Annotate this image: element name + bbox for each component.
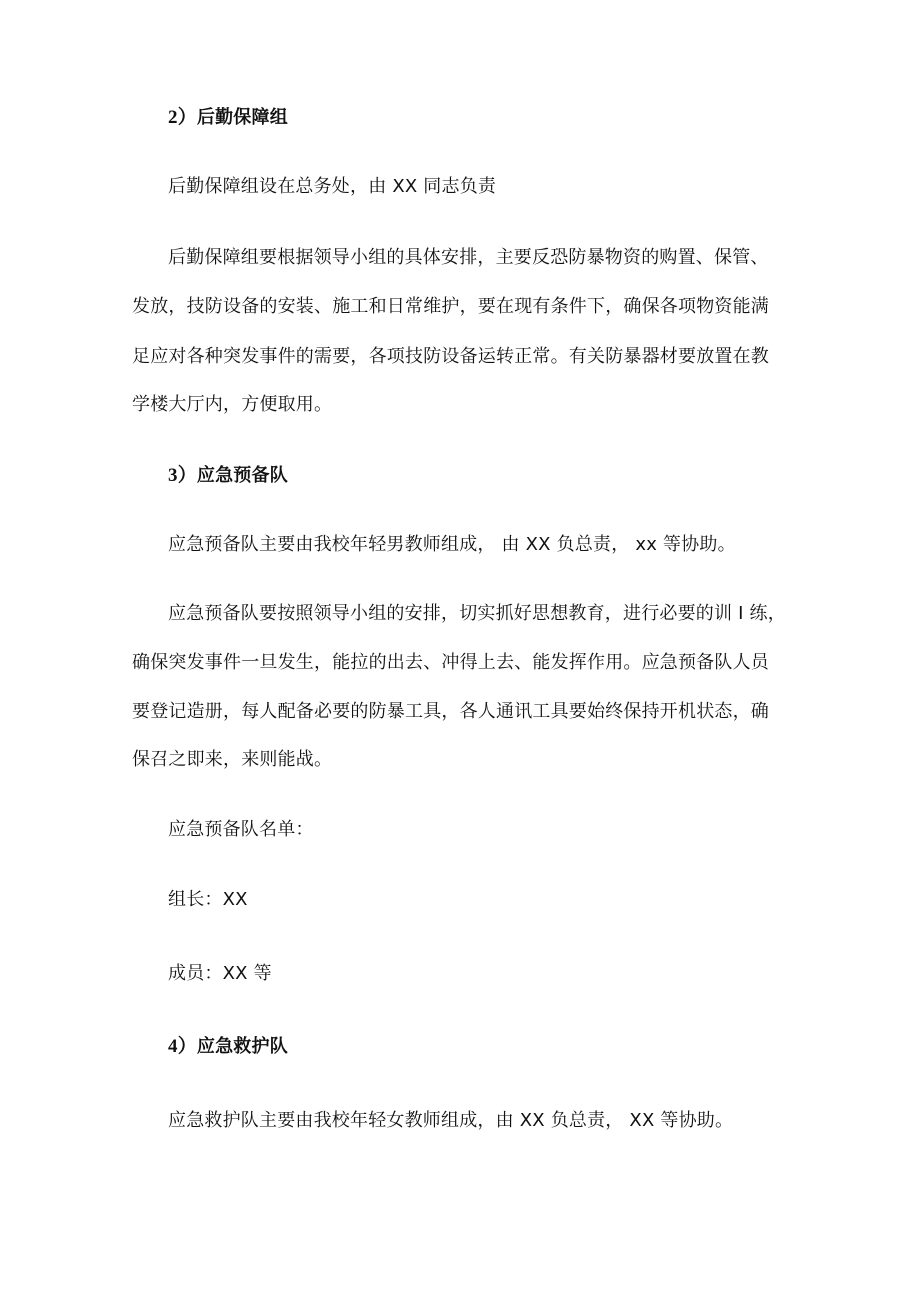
section-title: 后勤保障组: [196, 107, 288, 128]
section-heading-reserve-team: [168, 464, 288, 488]
section-number: 3）: [168, 465, 197, 486]
paragraph-line: 足应对各种突发事件的需要，各项技防设备运转正常。有关防暴器材要放置在教: [132, 346, 769, 367]
section-number: 4）: [168, 1036, 197, 1057]
paragraph-logistics-intro: 后勤保障组设在总务处，由 XX 同志负责: [168, 176, 497, 197]
section-title: 应急救护队: [196, 1036, 288, 1057]
roster-members: 成员：XX 等: [168, 963, 272, 984]
section-number: 2）: [168, 107, 197, 128]
section-heading-rescue-team: [168, 1035, 288, 1059]
roster-title: 应急预备队名单：: [168, 819, 314, 840]
paragraph-line: 要登记造册，每人配备必要的防暴工具，各人通讯工具要始终保持开机状态，确: [132, 701, 769, 722]
paragraph-line: 确保突发事件一旦发生，能拉的出去、冲得上去、能发挥作用。应急预备队人员: [132, 652, 769, 673]
paragraph-rescue-intro: 应急救护队主要由我校年轻女教师组成，由 XX 负总责， XX 等协助。: [168, 1110, 734, 1131]
section-heading-logistics: [168, 106, 288, 130]
section-title: 应急预备队: [196, 465, 288, 486]
paragraph-line: 发放，技防设备的安装、施工和日常维护，要在现有条件下，确保各项物资能满: [132, 296, 769, 317]
roster-leader: 组长：XX: [168, 889, 248, 910]
paragraph-line: 保召之即来，来则能战。: [132, 749, 333, 770]
paragraph-line: 后勤保障组要根据领导小组的具体安排，主要反恐防暴物资的购置、保管、: [168, 247, 769, 268]
paragraph-line: 学楼大厅内，方便取用。: [132, 394, 333, 415]
paragraph-line: 应急预备队要按照领导小组的安排，切实抓好思想教育，进行必要的训 I 练，: [168, 603, 786, 624]
paragraph-reserve-intro: 应急预备队主要由我校年轻男教师组成， 由 XX 负总责， xx 等协助。: [168, 534, 736, 555]
